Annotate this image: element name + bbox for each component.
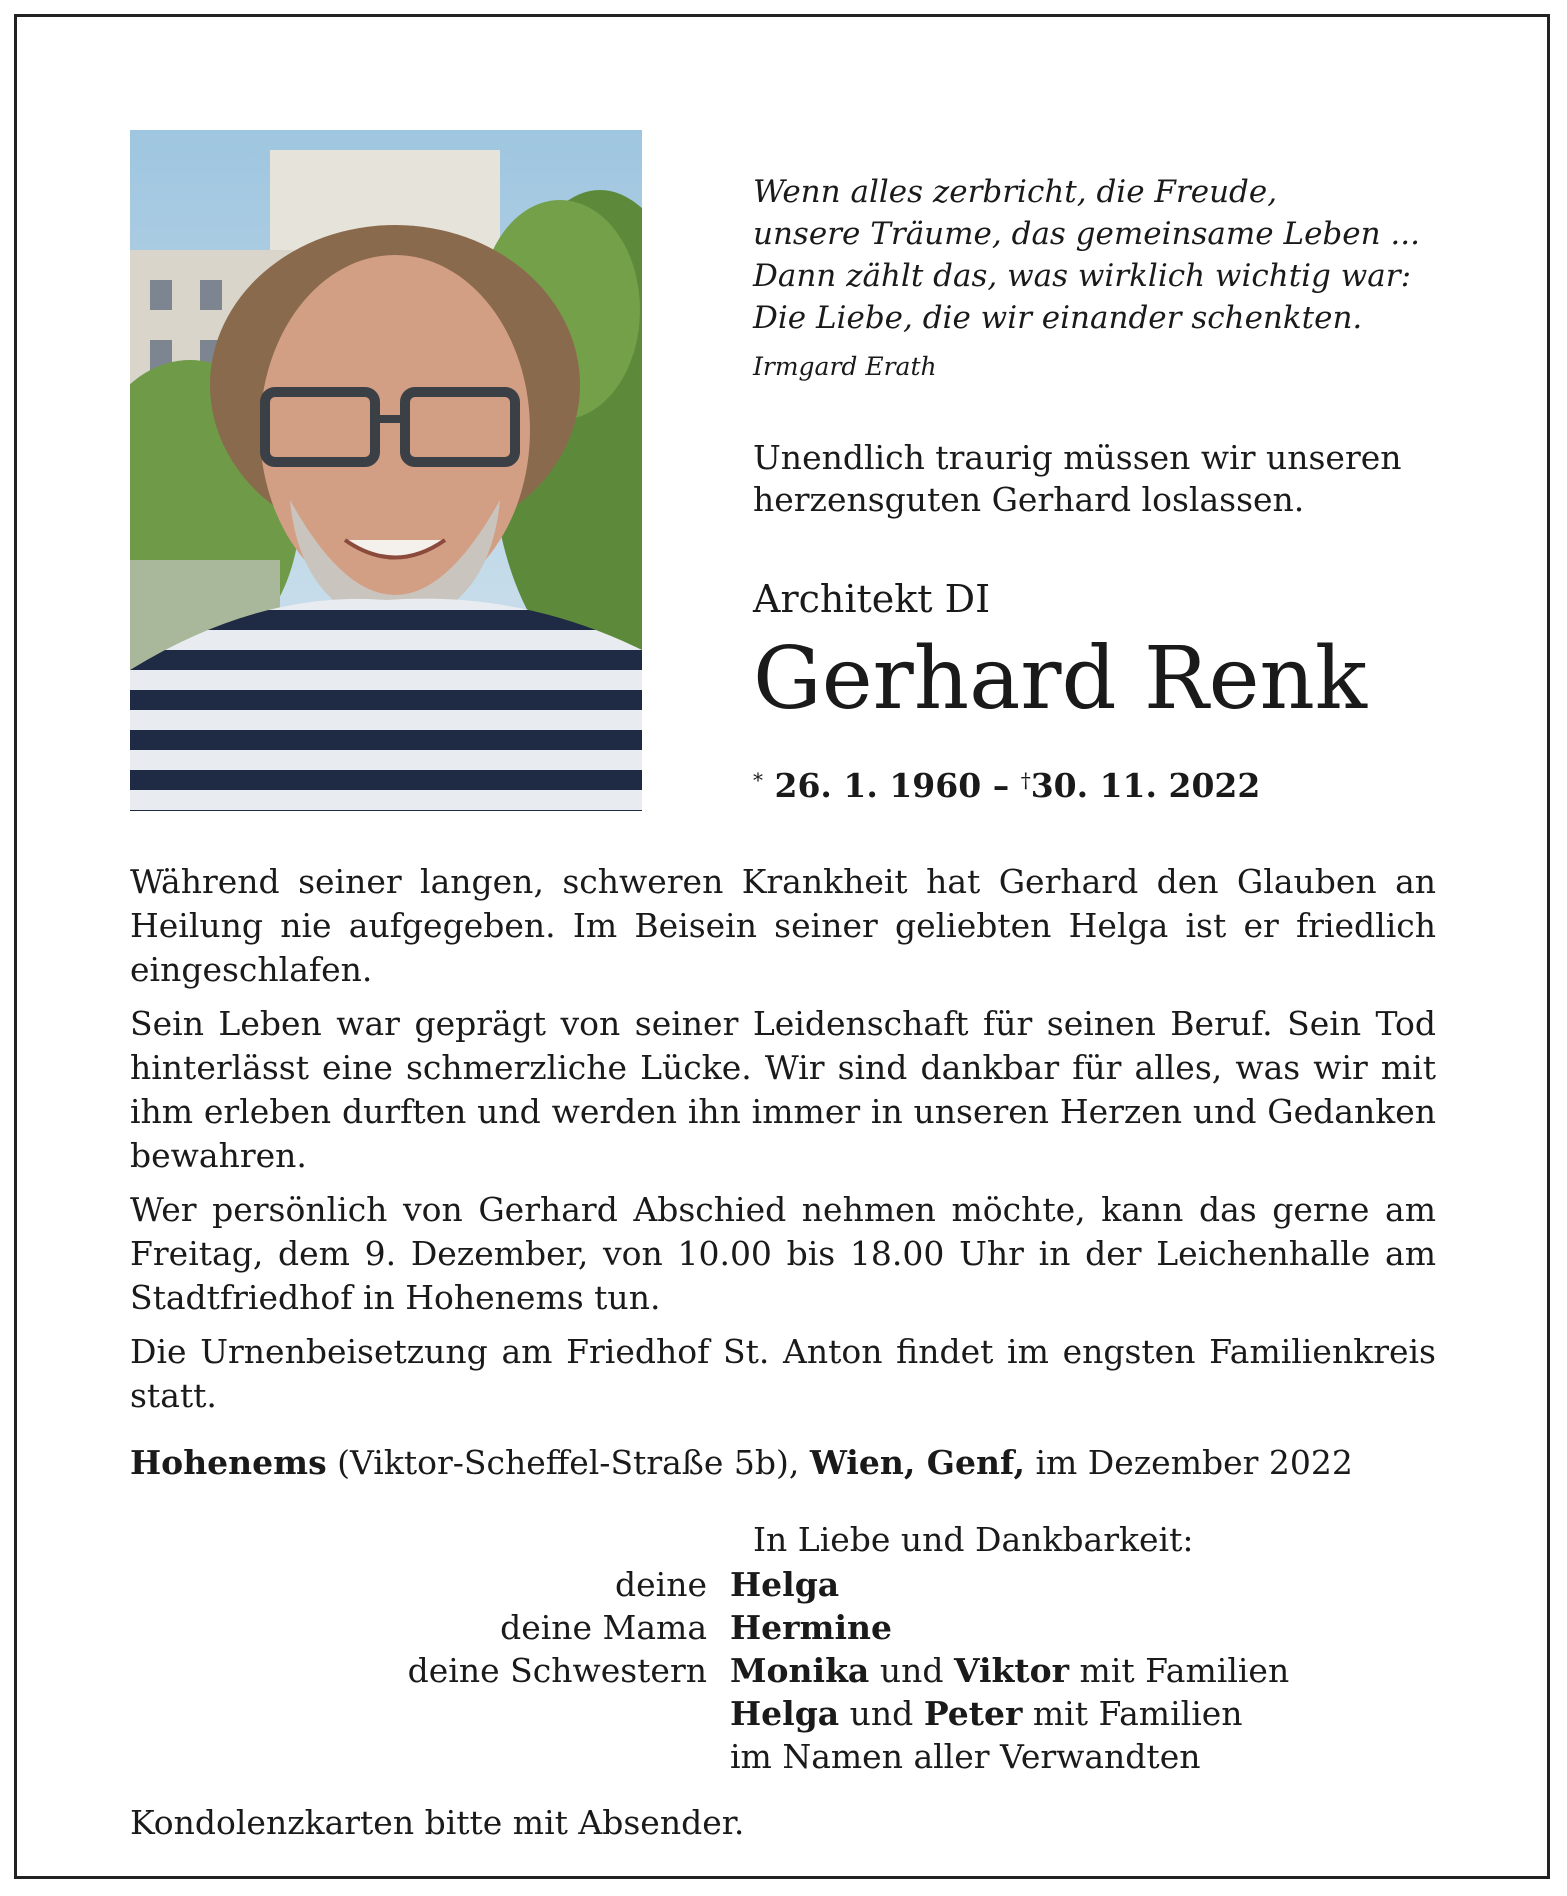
place-address: (Viktor-Scheffel-Straße 5b), bbox=[337, 1443, 800, 1482]
birth-symbol: * bbox=[753, 768, 763, 792]
mourner-row bbox=[130, 1563, 1460, 1606]
place-city: Hohenems bbox=[130, 1443, 327, 1482]
connector-text: und bbox=[849, 1694, 914, 1733]
relatives-text: im Namen aller Verwandten bbox=[730, 1737, 1201, 1776]
quote-line: Dann zählt das, was wirklich wichtig war: bbox=[753, 258, 1412, 294]
families-text: mit Familien bbox=[1079, 1651, 1290, 1690]
mourner-name: Viktor bbox=[953, 1651, 1070, 1690]
death-date: 30. 11. 2022 bbox=[1030, 766, 1261, 805]
place-cities: Wien, Genf, bbox=[809, 1443, 1025, 1482]
mourners-list bbox=[130, 1563, 1460, 1778]
deceased-name: Gerhard Renk bbox=[753, 629, 1368, 729]
mourner-row bbox=[130, 1692, 1460, 1735]
place-date-line bbox=[130, 1443, 1353, 1482]
title-prefix: Architekt DI bbox=[753, 577, 991, 621]
intro-line: herzensguten Gerhard loslassen. bbox=[753, 480, 1305, 519]
mourner-name: Helga bbox=[730, 1694, 840, 1733]
body-paragraph: Sein Leben war geprägt von seiner Leidenschaft für seinen Beruf. Sein Tod hinterlässt eine schmerzliche Lücke. Wir sind dankbar für alles, was wir mit ihm erleben durften und werden ihn immer in unseren Herzen und Gedanken bewahren. bbox=[130, 1004, 1436, 1175]
place-date: im Dezember 2022 bbox=[1035, 1443, 1353, 1482]
mourners-intro: In Liebe und Dankbarkeit: bbox=[753, 1520, 1194, 1559]
footer-note: Kondolenzkarten bitte mit Absender. bbox=[130, 1803, 745, 1842]
mourner-row bbox=[130, 1606, 1460, 1649]
quote-author: Irmgard Erath bbox=[753, 352, 937, 381]
death-symbol: † bbox=[1020, 768, 1031, 792]
memorial-quote bbox=[753, 171, 1453, 339]
mourner-row bbox=[130, 1735, 1460, 1778]
relation-label: deine Mama bbox=[500, 1608, 707, 1647]
date-dash: – bbox=[992, 766, 1010, 805]
body-paragraph: Wer persönlich von Gerhard Abschied nehmen möchte, kann das gerne am Freitag, dem 9. Dezember, von 10.00 bis 18.00 Uhr in der Leichenhalle am Stadtfriedhof in Hohenems tun. bbox=[130, 1190, 1436, 1317]
body-paragraph: Während seiner langen, schweren Krankheit hat Gerhard den Glauben an Heilung nie aufgegeben. Im Beisein seiner geliebten Helga ist er friedlich eingeschlafen. bbox=[130, 862, 1436, 989]
intro-text bbox=[753, 437, 1473, 521]
mourner-name: Hermine bbox=[730, 1608, 893, 1647]
life-dates bbox=[753, 766, 1260, 805]
connector-text: und bbox=[879, 1651, 944, 1690]
quote-line: unsere Träume, das gemeinsame Leben ... bbox=[753, 216, 1420, 252]
mourner-row bbox=[130, 1649, 1460, 1692]
portrait-photo bbox=[130, 130, 642, 811]
birth-date: 26. 1. 1960 bbox=[774, 766, 982, 805]
body-paragraph: Die Urnenbeisetzung am Friedhof St. Anton findet im engsten Familienkreis statt. bbox=[130, 1332, 1436, 1415]
mourner-name: Peter bbox=[923, 1694, 1023, 1733]
intro-line: Unendlich traurig müssen wir unseren bbox=[753, 438, 1402, 477]
obituary-body bbox=[130, 860, 1436, 1428]
relation-label: deine bbox=[615, 1565, 707, 1604]
mourner-name: Monika bbox=[730, 1651, 870, 1690]
mourner-name: Helga bbox=[730, 1565, 840, 1604]
families-text: mit Familien bbox=[1032, 1694, 1243, 1733]
quote-line: Die Liebe, die wir einander schenkten. bbox=[753, 300, 1363, 336]
quote-line: Wenn alles zerbricht, die Freude, bbox=[753, 174, 1278, 210]
relation-label: deine Schwestern bbox=[407, 1651, 707, 1690]
